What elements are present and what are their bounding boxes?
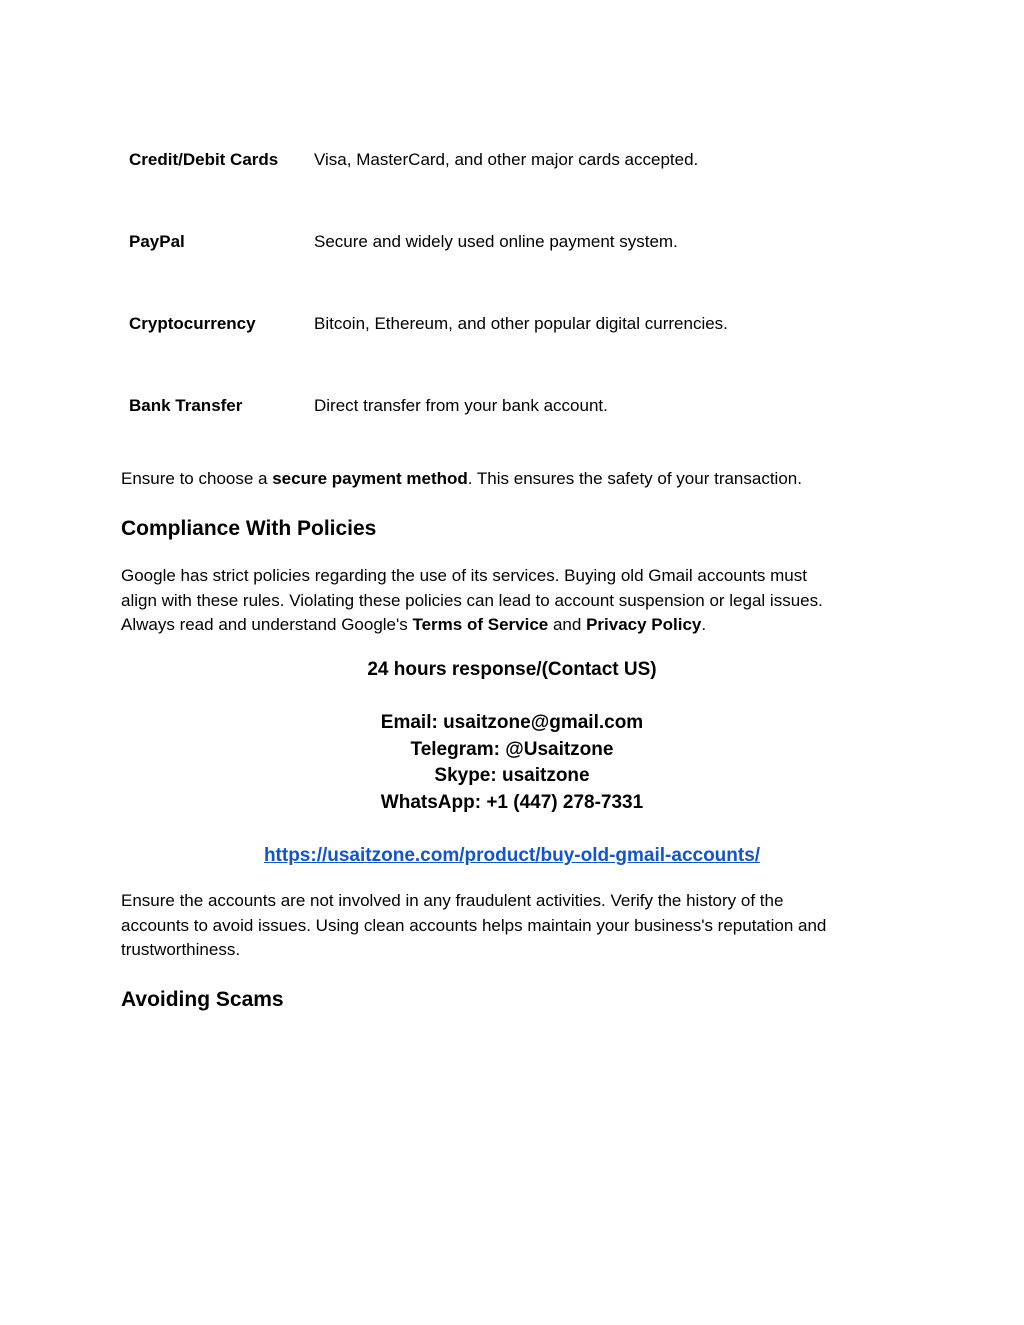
contact-telegram: Telegram: @Usaitzone bbox=[410, 739, 614, 760]
compliance-text: Always read and understand Google's bbox=[121, 615, 413, 634]
contact-email: Email: usaitzone@gmail.com bbox=[380, 712, 644, 733]
payment-method-name: Bank Transfer bbox=[129, 396, 243, 415]
compliance-line: Google has strict policies regarding the use of its services. Buying old Gmail accounts must bbox=[121, 566, 807, 585]
payment-method-description: Visa, MasterCard, and other major cards accepted. bbox=[314, 150, 699, 169]
compliance-heading: Compliance With Policies bbox=[121, 517, 377, 540]
compliance-paragraph bbox=[121, 564, 911, 638]
product-link-line bbox=[0, 843, 1024, 870]
compliance-text: . bbox=[701, 615, 707, 634]
note-text-bold: secure payment method bbox=[272, 469, 468, 488]
payment-method-name: Credit/Debit Cards bbox=[129, 150, 279, 169]
compliance-line: align with these rules. Violating these policies can lead to account suspension or legal issues. bbox=[121, 590, 823, 610]
compliance-text: and bbox=[548, 615, 587, 634]
terms-of-service: Terms of Service bbox=[412, 615, 549, 634]
contact-skype: Skype: usaitzone bbox=[434, 765, 590, 786]
response-line: 24 hours response/(Contact US) bbox=[367, 659, 657, 680]
product-link[interactable]: https://usaitzone.com/product/buy-old-gmail-accounts/ bbox=[263, 845, 761, 866]
payment-method-description: Direct transfer from your bank account. bbox=[314, 396, 608, 415]
clean-accounts-line: Ensure the accounts are not involved in any fraudulent activities. Verify the history of the bbox=[121, 891, 784, 910]
note-text-before: Ensure to choose a bbox=[121, 469, 273, 488]
clean-accounts-line: accounts to avoid issues. Using clean accounts helps maintain your business's reputation and bbox=[121, 915, 827, 935]
payment-method-description: Secure and widely used online payment system. bbox=[314, 232, 678, 251]
payment-method-description: Bitcoin, Ethereum, and other popular digital currencies. bbox=[314, 314, 728, 333]
compliance-line bbox=[121, 613, 911, 638]
contact-whatsapp: WhatsApp: +1 (447) 278-7331 bbox=[380, 792, 644, 813]
privacy-policy: Privacy Policy bbox=[586, 615, 702, 634]
note-text-after: . This ensures the safety of your transaction. bbox=[467, 469, 802, 488]
payment-method-name: Cryptocurrency bbox=[129, 314, 256, 333]
payment-method-name: PayPal bbox=[129, 232, 185, 251]
clean-accounts-line: trustworthiness. bbox=[121, 940, 241, 959]
secure-payment-note bbox=[121, 467, 911, 492]
scams-heading: Avoiding Scams bbox=[121, 988, 284, 1011]
clean-accounts-paragraph bbox=[121, 889, 911, 963]
